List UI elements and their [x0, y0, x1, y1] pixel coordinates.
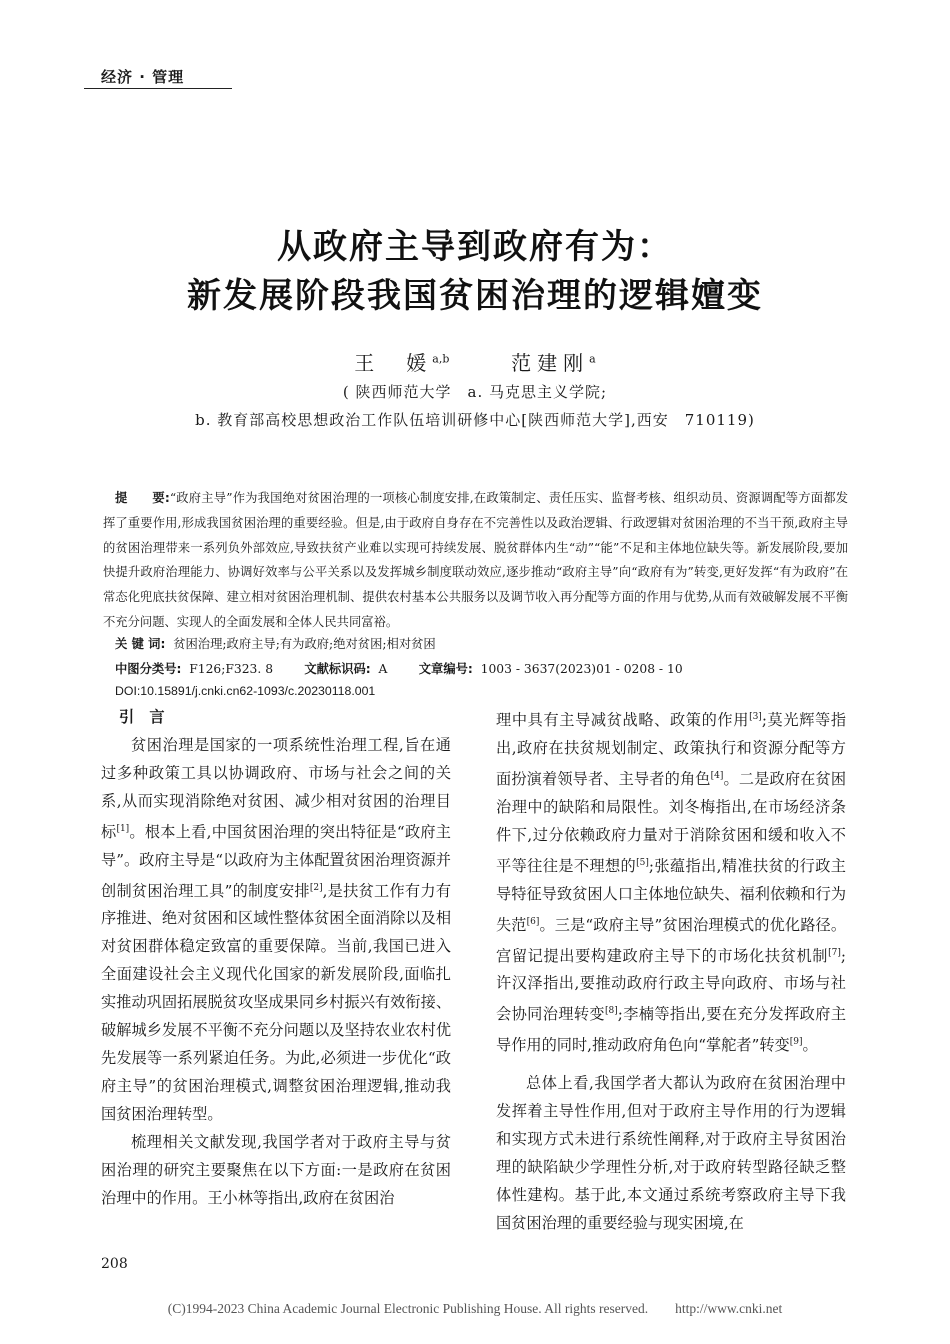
title-line-1: 从政府主导到政府有为：	[277, 227, 673, 267]
citation: [7]	[828, 947, 841, 958]
author-1-affil: a,b	[432, 352, 450, 366]
right-column	[496, 704, 846, 1238]
citation: [9]	[789, 1037, 803, 1048]
left-column	[101, 704, 451, 1212]
left-paragraph-1: 贫困治理是国家的一项系统性治理工程,旨在通过多种政策工具以协调政府、市场与社会之间的关系,从而实现消除绝对贫困、减少相对贫困的治理目标[1]。根本上看,中国贫困治理的突出特征是“政府主导”。政府主导是“以政府为主体配置贫困治理资源并创制贫困治理工具”的制度安排[2],是扶贫工作有力有序推进、绝对贫困和区域性整体贫困全面消除以及相对贫困群体稳定致富的重要保障。当前,我国已进入全面建设社会主义现代化国家的新发展阶段,面临扎实推动巩固拓展脱贫攻坚成果同乡村振兴有效衔接、破解城乡发展不平衡不充分问题以及坚持农业农村优先发展等一系列紧迫任务。为此,必须进一步优化“政府主导”的贫困治理模式,调整贫困治理逻辑,推动我国贫困治理转型。	[101, 735, 452, 1123]
keywords-text: 贫困治理;政府主导;有为政府;绝对贫困;相对贫困	[173, 637, 436, 651]
doc-code-value: A	[378, 662, 388, 676]
doc-code-label: 文献标识码:	[304, 662, 371, 676]
intro-heading: 引 言	[119, 708, 165, 726]
page-number: 208	[101, 1256, 128, 1272]
citation: [3]	[749, 712, 762, 722]
title-line-2: 新发展阶段我国贫困治理的逻辑嬗变	[187, 276, 763, 316]
section-tag: 经济 · 管理	[101, 68, 185, 86]
left-paragraph-2: 梳理相关文献发现,我国学者对于政府主导与贫困治理的研究主要聚焦在以下方面:一是政府在贫困治理中的作用。王小林等指出,政府在贫困治	[101, 1132, 451, 1207]
abstract-label: 提 要:	[115, 491, 170, 505]
citation: [5]	[636, 857, 649, 868]
copyright-footer: (C)1994-2023 China Academic Journal Electronic Publishing House. All rights reserved. http://www.cnki.net	[167, 1301, 783, 1316]
citation: [8]	[604, 1006, 618, 1017]
clc-label: 中图分类号:	[115, 662, 182, 676]
keywords	[115, 634, 436, 652]
author-2: 范建刚	[511, 351, 590, 375]
right-paragraph-2: 总体上看,我国学者大都认为政府在贫困治理中发挥着主导性作用,但对于政府主导作用的行为逻辑和实现方式未进行系统性阐释,对于政府主导贫困治理的缺陷缺少学理性分析,对于政府转型路径缺乏整体性建构。基于此,本文通过系统考察政府主导下我国贫困治理的重要经验与现实困境,在	[496, 1074, 846, 1232]
citation: [6]	[526, 916, 540, 927]
article-number-value: 1003 - 3637(2023)01 - 0208 - 10	[480, 662, 683, 676]
abstract	[103, 486, 848, 635]
doi: DOI:10.15891/j.cnki.cn62-1093/c.20230118.001	[115, 684, 376, 698]
section-rule	[84, 88, 232, 89]
citation: [2]	[309, 882, 323, 893]
classification	[115, 659, 683, 677]
citation: [4]	[710, 770, 724, 781]
author-2-affil: a	[589, 352, 596, 366]
author-1: 王 媛	[354, 351, 433, 375]
article-number-label: 文章编号:	[418, 662, 473, 676]
clc-value: F126;F323. 8	[189, 662, 274, 676]
affiliation-line-2: b. 教育部高校思想政治工作队伍培训研修中心[陕西师范大学],西安 710119)	[195, 411, 755, 429]
right-paragraph-1: 理中具有主导减贫战略、政策的作用[3];莫光辉等指出,政府在扶贫规划制定、政策执行和资源分配等方面扮演着领导者、主导者的角色[4]。二是政府在贫困治理中的缺陷和局限性。刘冬梅指出,在市场经济条件下,过分依赖政府力量对于消除贫困和缓和收入不平等往往是不理想的[5];张蕴指出,精准扶贫的行政主导特征导致贫困人口主体地位缺失、福利依赖和行为失范[6]。三是“政府主导”贫困治理模式的优化路径。宫留记提出要构建政府主导下的市场化扶贫机制[7];许汉泽指出,要推动政府行政主导向政府、市场与社会协同治理转变[8];李楠等指出,要在充分发挥政府主导作用的同时,推动政府角色向“掌舵者”转变[9]。	[496, 711, 847, 1055]
authors	[0, 347, 950, 376]
affiliation-line-1: ( 陕西师范大学 a. 马克思主义学院;	[342, 383, 608, 401]
keywords-label: 关 键 词:	[115, 637, 166, 651]
citation: [1]	[116, 823, 130, 834]
abstract-text: “政府主导”作为我国绝对贫困治理的一项核心制度安排,在政策制定、责任压实、监督考核、组织动员、资源调配等方面都发挥了重要作用,形成我国贫困治理的重要经验。但是,由于政府自身存在不完善性以及政治逻辑、行政逻辑对贫困治理的不当干预,政府主导的贫困治理带来一系列负外部效应,导致扶贫产业难以实现可持续发展、脱贫群体内生“动”“能”不足和主体地位缺失等。新发展阶段,要加快提升政府治理能力、协调好效率与公平关系以及发挥城乡制度联动效应,逐步推动“政府主导”向“政府有为”转变,更好发挥“有为政府”在常态化兜底扶贫保障、建立相对贫困治理机制、提供农村基本公共服务以及调节收入再分配等方面的作用与优势,从而有效破解发展不平衡不充分问题、实现人的全面发展和全体人民共同富裕。	[103, 491, 849, 629]
